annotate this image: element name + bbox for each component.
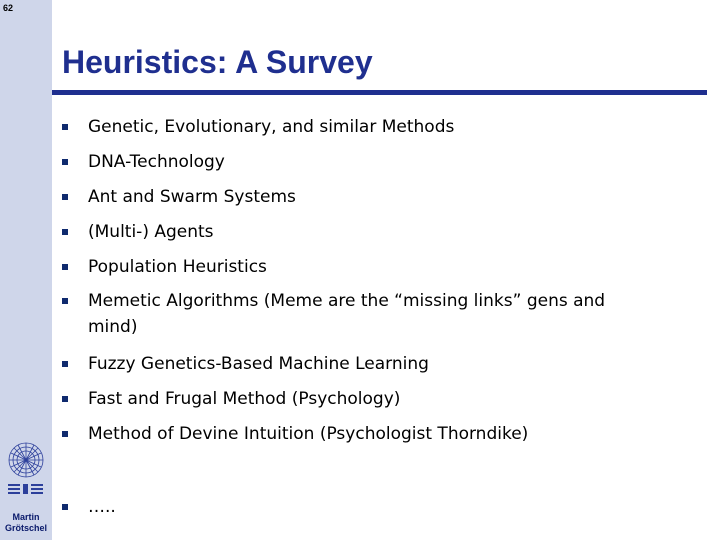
bullet-text: Method of Devine Intuition (Psychologist Thorndike) <box>88 424 529 444</box>
bullet-marker-icon <box>62 264 68 270</box>
bullet-text: Ant and Swarm Systems <box>88 187 296 207</box>
bullet-text: Fuzzy Genetics-Based Machine Learning <box>88 354 429 374</box>
bullet-marker-icon <box>62 396 68 402</box>
page-number: 62 <box>3 3 14 13</box>
slide-title: Heuristics: A Survey <box>62 44 373 80</box>
zib-logo-icon <box>4 440 48 506</box>
bullet-text: Fast and Frugal Method (Psychology) <box>88 389 401 409</box>
bullet-marker-icon <box>62 298 68 304</box>
bullet-marker-icon <box>62 431 68 437</box>
author-last-name: Grötschel <box>4 523 47 533</box>
bullet-text: Memetic Algorithms (Meme are the “missing links” gens and mind) <box>88 291 606 337</box>
bullet-text: ….. <box>88 497 116 517</box>
bullet-marker-icon <box>62 194 68 200</box>
author-name <box>0 512 52 534</box>
title-underline <box>52 90 707 95</box>
bullet-marker-icon <box>62 229 68 235</box>
bullet-marker-icon <box>62 159 68 165</box>
author-first-name: Martin <box>12 512 40 522</box>
bullet-text: DNA-Technology <box>88 152 225 172</box>
bullet-marker-icon <box>62 361 68 367</box>
bullet-text: Genetic, Evolutionary, and similar Methods <box>88 117 455 137</box>
bullet-text: Population Heuristics <box>88 257 267 277</box>
bullet-text: (Multi-) Agents <box>88 222 214 242</box>
sidebar <box>0 0 52 540</box>
bullet-marker-icon <box>62 124 68 130</box>
bullet-marker-icon <box>62 504 68 510</box>
